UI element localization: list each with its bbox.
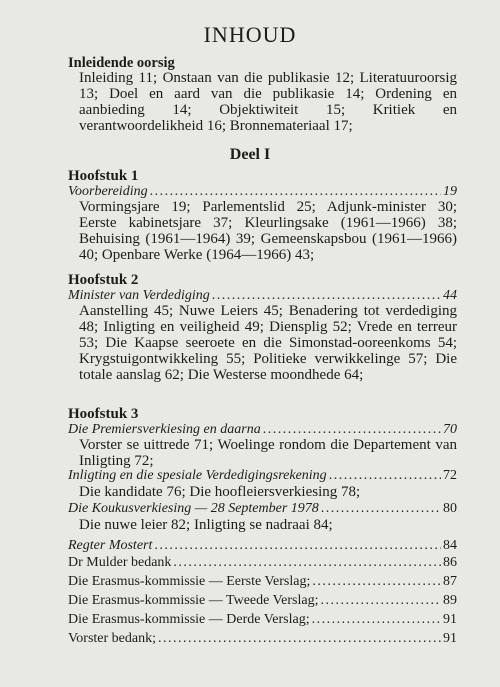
- dot-leader: [158, 631, 441, 647]
- section-label: Vorster bedank;: [68, 631, 156, 646]
- section-page: 89: [443, 593, 457, 608]
- chapter-3-section-1-body: Vorster se uittrede 71; Woelinge rondom die Departement van Inligting 72;: [79, 437, 457, 469]
- chapter-3-section-9: [68, 631, 457, 647]
- dot-leader: [312, 574, 441, 590]
- chapter-3-section-8: [68, 612, 457, 628]
- part-heading: Deel I: [229, 146, 271, 163]
- chapter-3-section-6: [68, 574, 457, 590]
- dot-leader: [320, 593, 441, 609]
- chapter-3-section-3: [68, 501, 457, 517]
- dot-leader: [321, 501, 441, 517]
- page-title: INHOUD: [203, 22, 297, 47]
- chapter-3-section-5: [68, 555, 457, 571]
- intro-body: Inleiding 11; Onstaan van die publikasie 12; Literatuuroorsig 13; Doel en aard van die publikasie 14; Ordening en aanbieding 14; Objektiwiteit 15; Kritiek en verantwoordelikheid 16; Bronnemateriaal 17;: [79, 70, 457, 134]
- section-page: 91: [443, 631, 457, 646]
- section-page: 84: [443, 538, 457, 553]
- section-label: Regter Mostert: [68, 538, 153, 553]
- chapter-3-section-3-body: Die nuwe leier 82; Inligting se nadraai 84;: [79, 517, 333, 533]
- section-label: Die Erasmus-kommissie — Tweede Verslag;: [68, 593, 319, 608]
- dot-leader: [212, 288, 441, 304]
- chapter-3-section-7: [68, 593, 457, 609]
- section-label: Die Erasmus-kommissie — Derde Verslag;: [68, 612, 310, 627]
- chapter-2-heading: Hoofstuk 2: [68, 272, 139, 288]
- section-page: 91: [443, 612, 457, 627]
- section-label: Minister van Verdediging: [68, 288, 210, 303]
- chapter-1-section: [68, 184, 457, 200]
- intro-heading: Inleidende oorsig: [68, 55, 175, 71]
- chapter-2-body: Aanstelling 45; Nuwe Leiers 45; Benadering tot verdediging 48; Inligting en veiligheid 49; Diensplig 52; Vrede en terreur 53; Die Kaapse seeroete en die Simonstad-ooreenkoms 54; Krygstuigontwikkeling 55; Politieke verwikkelinge 57; Die totale aanslag 62; Die Westerse moondhede 64;: [79, 303, 457, 383]
- section-label: Inligting en die spesiale Verdedigingsrekening: [68, 468, 327, 483]
- chapter-3-section-2: [68, 468, 457, 484]
- dot-leader: [263, 422, 441, 438]
- section-label: Die Koukusverkiesing — 28 September 1978: [68, 501, 319, 516]
- section-page: 70: [443, 422, 457, 437]
- section-page: 72: [443, 468, 457, 483]
- dot-leader: [329, 468, 441, 484]
- chapter-3-section-1: [68, 422, 457, 438]
- chapter-1-body: Vormingsjare 19; Parlementslid 25; Adjunk-minister 30; Eerste kabinetsjare 37; Kleurlingsake (1961—1966) 38; Behuising (1961—1964) 39; Gemeenskapsbou (1961—1966) 40; Openbare Werke (1964—1966) 43;: [79, 199, 457, 263]
- section-label: Voorbereiding: [68, 184, 148, 199]
- chapter-2-section: [68, 288, 457, 304]
- section-page: 80: [443, 501, 457, 516]
- dot-leader: [312, 612, 441, 628]
- section-page: 19: [443, 184, 457, 199]
- chapter-1-heading: Hoofstuk 1: [68, 168, 139, 184]
- section-page: 44: [443, 288, 457, 303]
- section-page: 87: [443, 574, 457, 589]
- section-label: Dr Mulder bedank: [68, 555, 172, 570]
- section-label: Die Premiersverkiesing en daarna: [68, 422, 261, 437]
- dot-leader: [150, 184, 441, 200]
- chapter-3-heading: Hoofstuk 3: [68, 406, 139, 422]
- section-label: Die Erasmus-kommissie — Eerste Verslag;: [68, 574, 311, 589]
- section-page: 86: [443, 555, 457, 570]
- chapter-3-section-2-body: Die kandidate 76; Die hoofleiersverkiesing 78;: [79, 484, 361, 500]
- dot-leader: [173, 555, 441, 571]
- chapter-3-section-4: [68, 538, 457, 554]
- dot-leader: [154, 538, 441, 554]
